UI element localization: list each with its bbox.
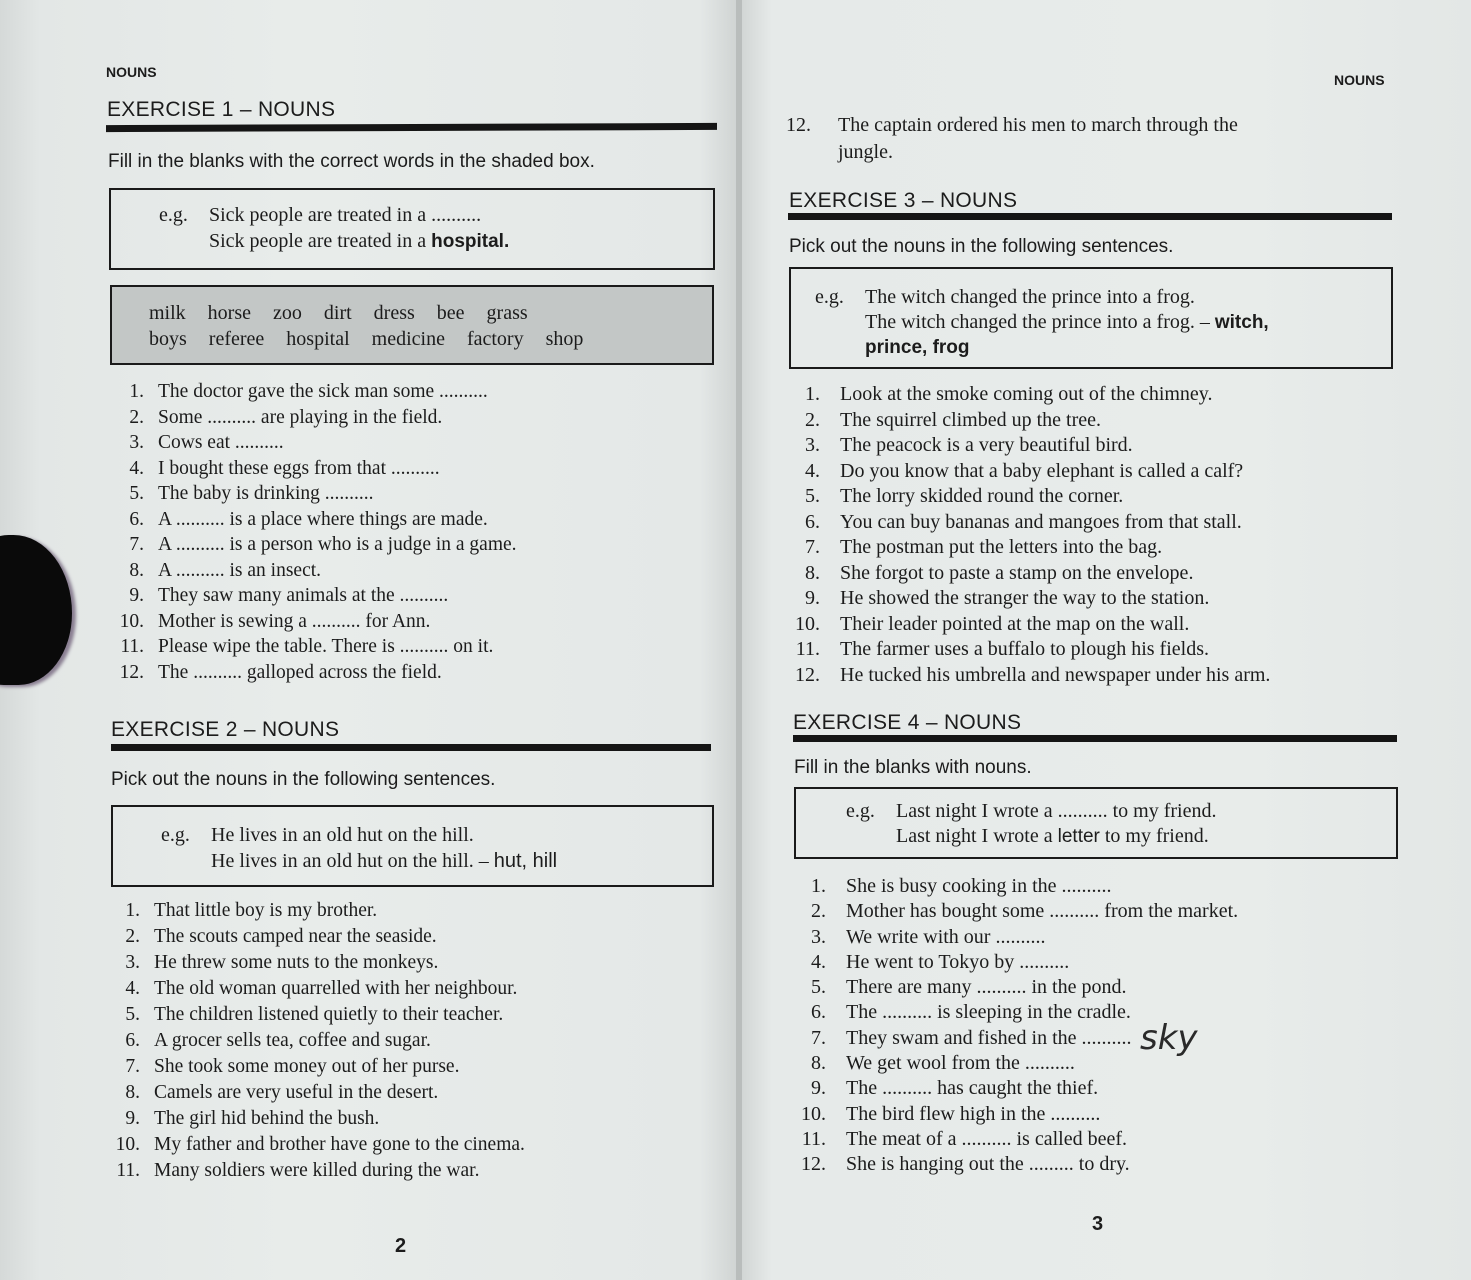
- right-page: NOUNS 12. The captain ordered his men to march through the jungle. EXERCISE 3 – NOUNS Pick out the nouns in the following sentences. e.g. The witch changed the prince into a frog. The witch changed the prince into a frog. – witch, prince, frog 1. Look at the smoke coming out of the chimney. 2. The squirrel climbed up the tree. 3. The peacock is a very beautiful bird. 4. Do you know that a baby elephant is called a calf? 5. The lorry skidded round the corner. 6. You can buy bananas and mangoes from that stall. 7. The postman put the letters into the bag. 8. She forgot to paste a stamp on the envelope. 9. He showed the stranger the way to the station. 10. Their leader pointed at the map on the wall. 11. The farmer uses a buffalo to plough his fields. 12. He tucked his umbrella and newspaper under his arm. EXERCISE 4 – NOUNS Fill in the blanks with nouns. e.g. Last night I wrote a .......... to my friend. Last night I wrote a letter to my friend. 1. She is busy cooking in the .......... 2. Mother has bought some .......... from the market. 3. We write with our .......... 4. He went to Tokyo by .......... 5. There are many .......... in the pond. 6. The .......... is sleeping in the cradle. 7. They swam and fished in the .......... 8. We get wool from the .......... 9. The .......... has caught the thief. 10. The bird flew high in the .......... 11. The meat of a .......... is called beef. 12. She is hanging out the ......... to dry. sky 3: [742, 0, 1471, 1280]
- example-line-2-prefix: Sick people are treated in a: [209, 230, 432, 252]
- question-text: A .......... is a place where things are made.: [158, 508, 488, 530]
- word: horse: [207, 302, 251, 324]
- exercise-4-rule: [793, 735, 1397, 742]
- word: factory: [466, 328, 524, 350]
- left-page: NOUNS EXERCISE 1 – NOUNS Fill in the blanks with the correct words in the shaded box. e.g. Sick people are treated in a .......... Sick people are treated in a hospital. milk horse zoo dirt dress bee grass boys referee hospital medicine factory shop 1. The doctor gave the sick man some .......... 2. Some .......... are playing in the field. 3. Cows eat .......... 4. I bought these eggs from that .......... 5. The baby is drinking .......... 6. A .......... is a place where things are made. 7. A .......... is a person who is a judge in a game. 8. A .......... is an insect. 9. They saw many animals at the .......... 10. Mother is sewing a .......... for Ann. 11. Please wipe the table. There is .......... on it. 12. The .......... galloped across the field. EXERCISE 2 – NOUNS Pick out the nouns in the following sentences. e.g. He lives in an old hut on the hill. He lives in an old hut on the hill. – hut, hill 1. That little boy is my brother. 2. The scouts camped near the seaside. 3. He threw some nuts to the monkeys. 4. The old woman quarrelled with her neighbour. 5. The children listened quietly to their teacher. 6. A grocer sells tea, coffee and sugar. 7. She took some money out of her purse. 8. Camels are very useful in the desert. 9. The girl hid behind the bush. 10. My father and brother have gone to the cinema. 11. Many soldiers were killed during the war. 2: [0, 0, 738, 1280]
- exercise-3-rule: [788, 213, 1392, 220]
- example-label: e.g.: [161, 824, 190, 846]
- exercise-4-title: EXERCISE 4 – NOUNS: [793, 711, 1022, 734]
- question-text: The doctor gave the sick man some ..........: [158, 381, 488, 402]
- example-line-1: He lives in an old hut on the hill.: [211, 824, 474, 846]
- exercise-1-instruction: Fill in the blanks with the correct words in the shaded box.: [108, 151, 595, 172]
- word-box: [110, 285, 714, 365]
- exercise-2-example-box: [111, 805, 714, 887]
- question-text: He threw some nuts to the monkeys.: [154, 952, 439, 973]
- question-text: The baby is drinking ..........: [158, 483, 374, 504]
- word: grass: [486, 302, 528, 324]
- question-text: He tucked his umbrella and newspaper under his arm.: [840, 663, 1271, 686]
- question-text: The children listened quietly to their teacher.: [154, 1004, 504, 1025]
- question-text: They swam and fished in the ..........: [846, 1026, 1132, 1049]
- question-text: She took some money out of her purse.: [154, 1056, 460, 1077]
- running-head: NOUNS: [106, 64, 157, 80]
- exercise-2-title: EXERCISE 2 – NOUNS: [111, 718, 340, 741]
- example-answer-continued: prince, frog: [865, 337, 970, 358]
- example-label: e.g.: [846, 800, 875, 822]
- example-label: e.g.: [159, 204, 188, 226]
- word-box-row-2: [149, 326, 583, 352]
- example-answer: hospital.: [431, 231, 510, 252]
- question-text: We write with our ..........: [846, 925, 1046, 948]
- question-text: He showed the stranger the way to the station.: [840, 587, 1210, 609]
- page-number: 2: [395, 1235, 407, 1257]
- continued-question-12: [786, 112, 1238, 163]
- question-text: The farmer uses a buffalo to plough his fields.: [840, 638, 1209, 660]
- question-text: The .......... is sleeping in the cradle.: [846, 1001, 1131, 1024]
- question-text: That little boy is my brother.: [154, 900, 378, 921]
- example-line-2-prefix: The witch changed the prince into a frog. –: [865, 311, 1215, 333]
- example-line-2-prefix: He lives in an old hut on the hill. –: [211, 850, 494, 872]
- example-answer: letter: [1057, 826, 1100, 847]
- question-text: The scouts camped near the seaside.: [154, 926, 437, 947]
- question-text: A .......... is a person who is a judge in a game.: [158, 534, 517, 555]
- question-text: He went to Tokyo by ..........: [846, 950, 1070, 973]
- ink-blot: [0, 535, 72, 685]
- example-line-1: The witch changed the prince into a frog.: [865, 286, 1195, 308]
- exercise-3-example-box: [789, 267, 1393, 369]
- question-text: A .......... is an insect.: [158, 559, 322, 581]
- question-text: Camels are very useful in the desert.: [154, 1082, 439, 1103]
- question-text: Look at the smoke coming out of the chimney.: [840, 383, 1213, 405]
- question-text: The girl hid behind the bush.: [154, 1108, 380, 1129]
- handwritten-answer: sky: [1140, 1018, 1198, 1058]
- exercise-4-instruction: Fill in the blanks with nouns.: [794, 757, 1032, 778]
- exercise-1-rule: [106, 123, 717, 132]
- question-number: 12.: [786, 114, 811, 136]
- word: shop: [545, 328, 584, 350]
- exercise-1-title: EXERCISE 1 – NOUNS: [107, 98, 336, 121]
- exercise-4-example-box: [794, 787, 1398, 859]
- exercise-3-title: EXERCISE 3 – NOUNS: [789, 189, 1018, 212]
- question-text: She is hanging out the ......... to dry.: [846, 1153, 1130, 1176]
- question-text: They saw many animals at the ..........: [158, 585, 449, 606]
- question-text: Mother is sewing a .......... for Ann.: [158, 610, 431, 632]
- page-number: 3: [1092, 1213, 1104, 1235]
- question-text: The meat of a .......... is called beef.: [846, 1127, 1127, 1150]
- example-line-2-suffix: to my friend.: [1099, 825, 1209, 847]
- question-text: The captain ordered his men to march through the: [838, 114, 1238, 136]
- word: zoo: [273, 302, 302, 324]
- question-text: The peacock is a very beautiful bird.: [840, 434, 1133, 456]
- exercise-3-instruction: Pick out the nouns in the following sentences.: [789, 236, 1174, 257]
- example-answer: witch,: [1214, 312, 1269, 333]
- question-text: A grocer sells tea, coffee and sugar.: [154, 1030, 431, 1051]
- running-head: NOUNS: [1334, 72, 1385, 88]
- word: bee: [436, 302, 465, 324]
- word-box-row-1: [149, 300, 583, 326]
- word: medicine: [371, 328, 445, 350]
- question-text: She is busy cooking in the ..........: [846, 875, 1112, 897]
- example-label: e.g.: [815, 286, 844, 308]
- question-text: She forgot to paste a stamp on the envelope.: [840, 561, 1194, 584]
- exercise-2-rule: [111, 744, 711, 751]
- question-text: Please wipe the table. There is .......... on it.: [158, 636, 494, 657]
- example-line-2-prefix: Last night I wrote a: [896, 825, 1058, 847]
- question-text: We get wool from the ..........: [846, 1052, 1075, 1075]
- example-line-2: [865, 309, 1269, 336]
- example-line-2: [209, 228, 509, 255]
- question-text: Many soldiers were killed during the war.: [154, 1160, 480, 1181]
- question-text: The .......... has caught the thief.: [846, 1077, 1099, 1100]
- example-answer: hut, hill: [493, 850, 558, 872]
- word: hospital: [286, 328, 350, 350]
- example-line-2: [211, 848, 557, 874]
- example-line-1: Sick people are treated in a ..........: [209, 204, 482, 226]
- example-line-2: [896, 823, 1209, 850]
- word: boys: [149, 328, 187, 350]
- question-text: The old woman quarrelled with her neighbour.: [154, 978, 518, 999]
- question-text: You can buy bananas and mangoes from that stall.: [840, 510, 1242, 533]
- question-text: My father and brother have gone to the cinema.: [154, 1134, 525, 1155]
- word: dress: [373, 302, 415, 324]
- word: milk: [149, 302, 186, 324]
- question-text: Mother has bought some .......... from the market.: [846, 900, 1239, 923]
- question-text: Some .......... are playing in the field.: [158, 406, 443, 428]
- question-text: I bought these eggs from that ..........: [158, 457, 440, 479]
- exercise-2-instruction: Pick out the nouns in the following sentences.: [111, 769, 496, 790]
- question-text: The postman put the letters into the bag.: [840, 536, 1163, 558]
- question-text-continued: jungle.: [838, 141, 893, 163]
- word: referee: [208, 328, 265, 350]
- question-text: The lorry skidded round the corner.: [840, 485, 1124, 507]
- question-text: Do you know that a baby elephant is called a calf?: [840, 459, 1244, 482]
- question-text: Their leader pointed at the map on the wall.: [840, 612, 1190, 635]
- question-text: There are many .......... in the pond.: [846, 976, 1127, 999]
- question-text: The squirrel climbed up the tree.: [840, 408, 1102, 431]
- example-line-1: Last night I wrote a .......... to my friend.: [896, 800, 1217, 822]
- question-text: The bird flew high in the ..........: [846, 1102, 1101, 1125]
- exercise-1-example-box: [109, 188, 715, 270]
- question-text: The .......... galloped across the field.: [158, 661, 442, 683]
- word: dirt: [323, 302, 352, 324]
- question-text: Cows eat ..........: [158, 432, 284, 453]
